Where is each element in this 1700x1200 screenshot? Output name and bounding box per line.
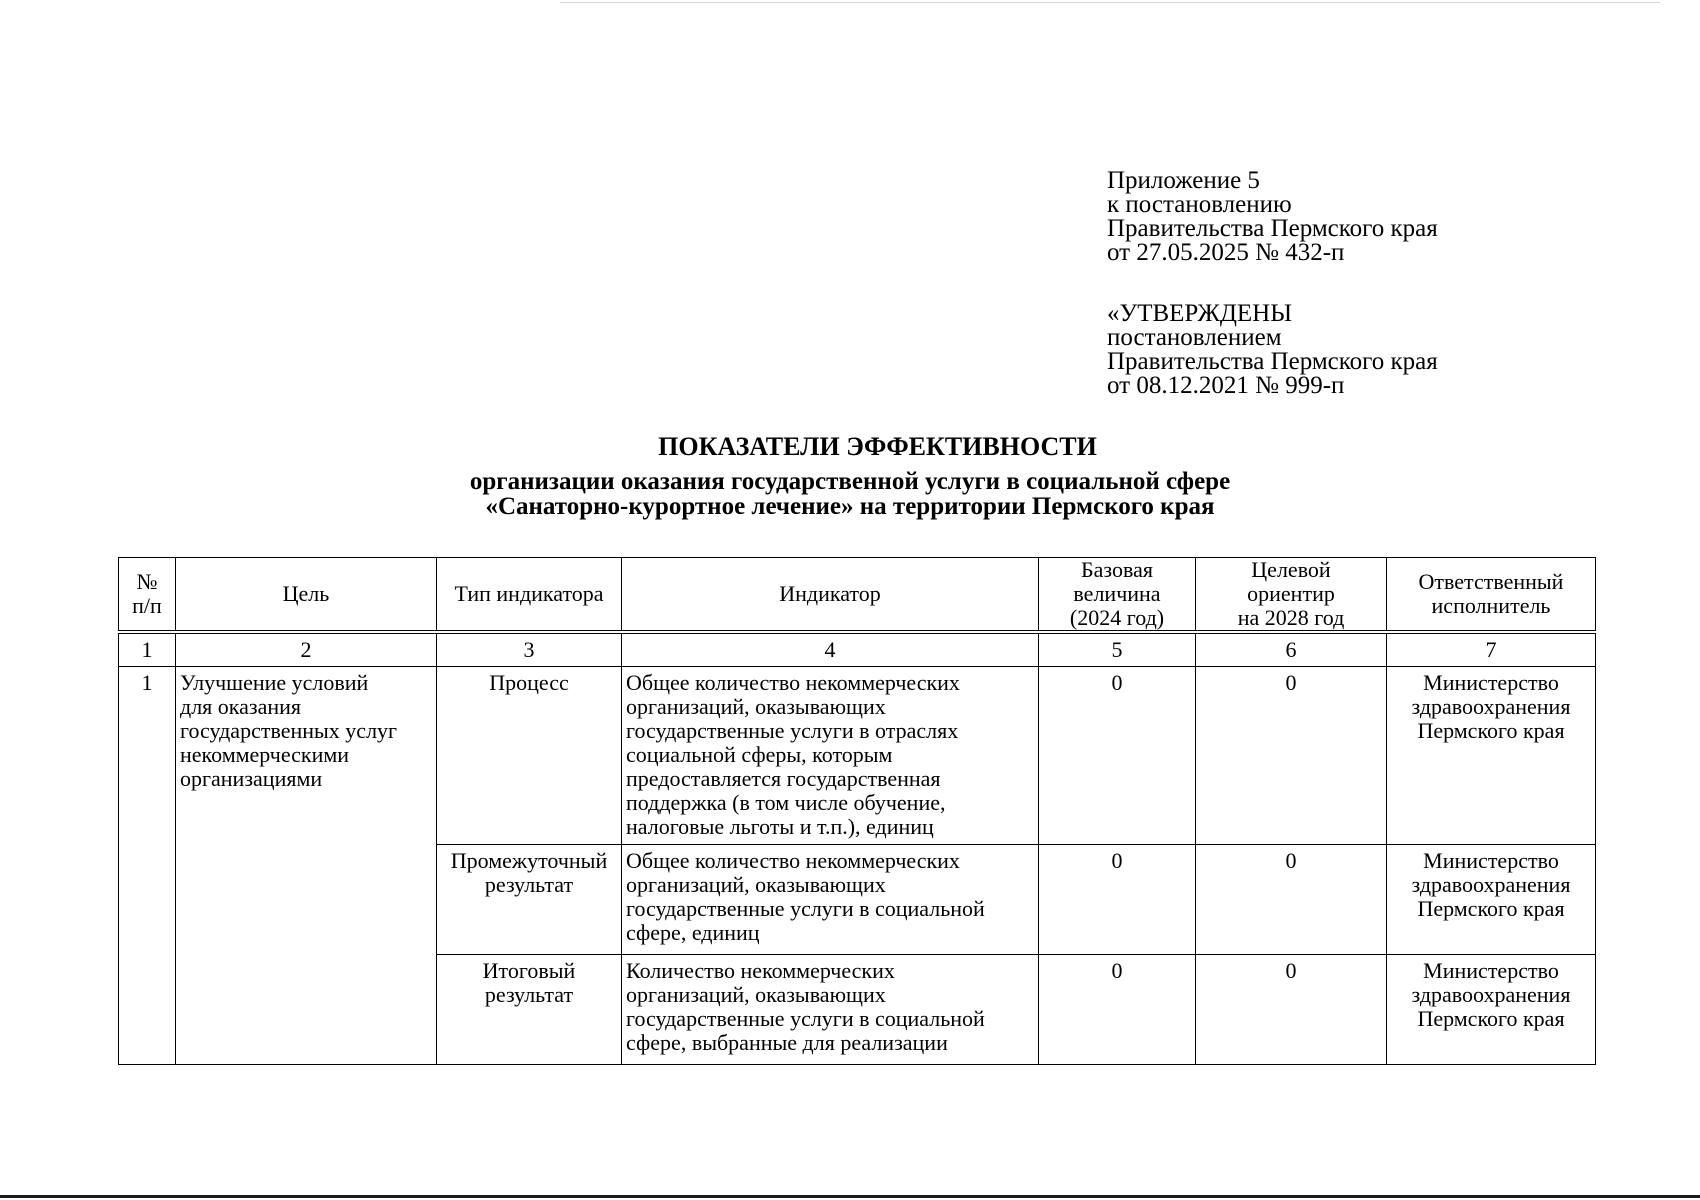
responsible-line: Пермского края — [1417, 896, 1565, 921]
goal-line: Улучшение условий — [180, 670, 369, 695]
indicator-type-line: Итоговый — [482, 958, 576, 983]
annex-line-1: Приложение 5 — [1107, 167, 1260, 194]
goal-line: организациями — [180, 766, 323, 791]
column-number-cell: 1 — [119, 632, 176, 667]
indicator-line: Общее количество некоммерческих — [626, 848, 960, 873]
header-target-line-1: Целевой — [1251, 557, 1331, 582]
header-indicator: Индикатор — [622, 558, 1039, 633]
table-row — [119, 667, 1596, 845]
approval-line-1: «УТВЕРЖДЕНЫ — [1107, 300, 1293, 327]
scan-bottom-edge — [0, 1195, 1700, 1198]
column-number-cell: 5 — [1039, 632, 1196, 667]
column-number-cell: 3 — [437, 632, 622, 667]
target-value-cell: 0 — [1196, 955, 1387, 1065]
annex-block — [1107, 169, 1438, 265]
responsible-line: здравоохранения — [1411, 694, 1571, 719]
column-numbers-row — [119, 632, 1596, 667]
indicator-line: социальной сферы, которым — [626, 742, 893, 767]
column-number-cell: 2 — [176, 632, 437, 667]
row-number-cell: 1 — [119, 667, 176, 1065]
indicator-line: Количество некоммерческих — [626, 958, 895, 983]
header-indicator-type: Тип индикатора — [437, 558, 622, 633]
responsible-line: здравоохранения — [1411, 982, 1571, 1007]
target-value-cell: 0 — [1196, 845, 1387, 955]
column-number-cell: 6 — [1196, 632, 1387, 667]
indicator-line: налоговые льготы и т.п.), единиц — [626, 814, 934, 839]
indicator-type-line: результат — [484, 872, 574, 897]
subtitle-line-2: «Санаторно-курортное лечение» на территории Пермского края — [485, 493, 1215, 520]
responsible-line: Министерство — [1423, 848, 1559, 873]
responsible-cell — [1387, 955, 1596, 1065]
indicator-line: сфере, единиц — [626, 920, 760, 945]
indicator-line: государственные услуги в социальной — [626, 1006, 985, 1031]
indicator-type-line: Процесс — [489, 670, 569, 695]
responsible-line: Министерство — [1423, 958, 1559, 983]
indicator-cell — [622, 667, 1039, 845]
responsible-line: здравоохранения — [1411, 872, 1571, 897]
approval-line-4: от 08.12.2021 № 999-п — [1107, 372, 1345, 399]
indicator-line: государственные услуги в отраслях — [626, 718, 959, 743]
base-value-cell: 0 — [1039, 667, 1196, 845]
target-value-cell: 0 — [1196, 667, 1387, 845]
indicator-line: Общее количество некоммерческих — [626, 670, 960, 695]
indicator-line: организаций, оказывающих — [626, 694, 886, 719]
annex-line-4: от 27.05.2025 № 432-п — [1107, 239, 1345, 266]
scan-top-edge — [560, 2, 1660, 3]
header-target — [1196, 558, 1387, 633]
goal-cell — [176, 667, 437, 1065]
indicators-table — [118, 557, 1596, 1065]
column-number-cell: 7 — [1387, 632, 1596, 667]
responsible-line: Пермского края — [1417, 1006, 1565, 1031]
header-responsible — [1387, 558, 1596, 633]
header-target-line-2: ориентир — [1247, 581, 1335, 606]
goal-line: для оказания — [180, 694, 302, 719]
header-number — [119, 558, 176, 633]
indicator-line: организаций, оказывающих — [626, 982, 886, 1007]
column-number-cell: 4 — [622, 632, 1039, 667]
responsible-cell — [1387, 845, 1596, 955]
header-base-line-3: (2024 год) — [1069, 605, 1165, 630]
responsible-cell — [1387, 667, 1596, 845]
header-number-line-1: № — [136, 569, 158, 594]
annex-line-3: Правительства Пермского края — [1107, 215, 1438, 242]
indicator-type-cell — [437, 667, 622, 845]
header-responsible-line-1: Ответственный — [1418, 569, 1564, 594]
indicator-type-cell — [437, 955, 622, 1065]
header-base-line-1: Базовая — [1081, 557, 1153, 582]
header-base-value — [1039, 558, 1196, 633]
header-goal: Цель — [176, 558, 437, 633]
header-responsible-line-2: исполнитель — [1431, 593, 1551, 618]
document-subtitle — [0, 469, 1700, 519]
header-base-line-2: величина — [1073, 581, 1161, 606]
responsible-line: Пермского края — [1417, 718, 1565, 743]
indicator-line: государственные услуги в социальной — [626, 896, 985, 921]
indicator-cell — [622, 845, 1039, 955]
approval-block — [1107, 302, 1438, 398]
base-value-cell: 0 — [1039, 955, 1196, 1065]
responsible-line: Министерство — [1423, 670, 1559, 695]
indicator-type-line: Промежуточный — [450, 848, 608, 873]
subtitle-line-1: организации оказания государственной услуги в социальной сфере — [469, 468, 1231, 495]
indicator-line: сфере, выбранные для реализации — [626, 1030, 948, 1055]
header-target-line-3: на 2028 год — [1237, 605, 1345, 630]
goal-line: некоммерческими — [180, 742, 350, 767]
indicator-type-cell — [437, 845, 622, 955]
document-title: ПОКАЗАТЕЛИ ЭФФЕКТИВНОСТИ — [658, 432, 1097, 461]
indicator-type-line: результат — [484, 982, 574, 1007]
indicator-line: поддержка (в том числе обучение, — [626, 790, 946, 815]
goal-line: государственных услуг — [180, 718, 398, 743]
approval-line-2: постановлением — [1107, 324, 1282, 351]
table-header-row — [119, 558, 1596, 633]
indicator-line: организаций, оказывающих — [626, 872, 886, 897]
header-number-line-2: п/п — [132, 593, 162, 618]
base-value-cell: 0 — [1039, 845, 1196, 955]
indicator-line: предоставляется государственная — [626, 766, 941, 791]
annex-line-2: к постановлению — [1107, 191, 1292, 218]
approval-line-3: Правительства Пермского края — [1107, 348, 1438, 375]
indicator-cell — [622, 955, 1039, 1065]
